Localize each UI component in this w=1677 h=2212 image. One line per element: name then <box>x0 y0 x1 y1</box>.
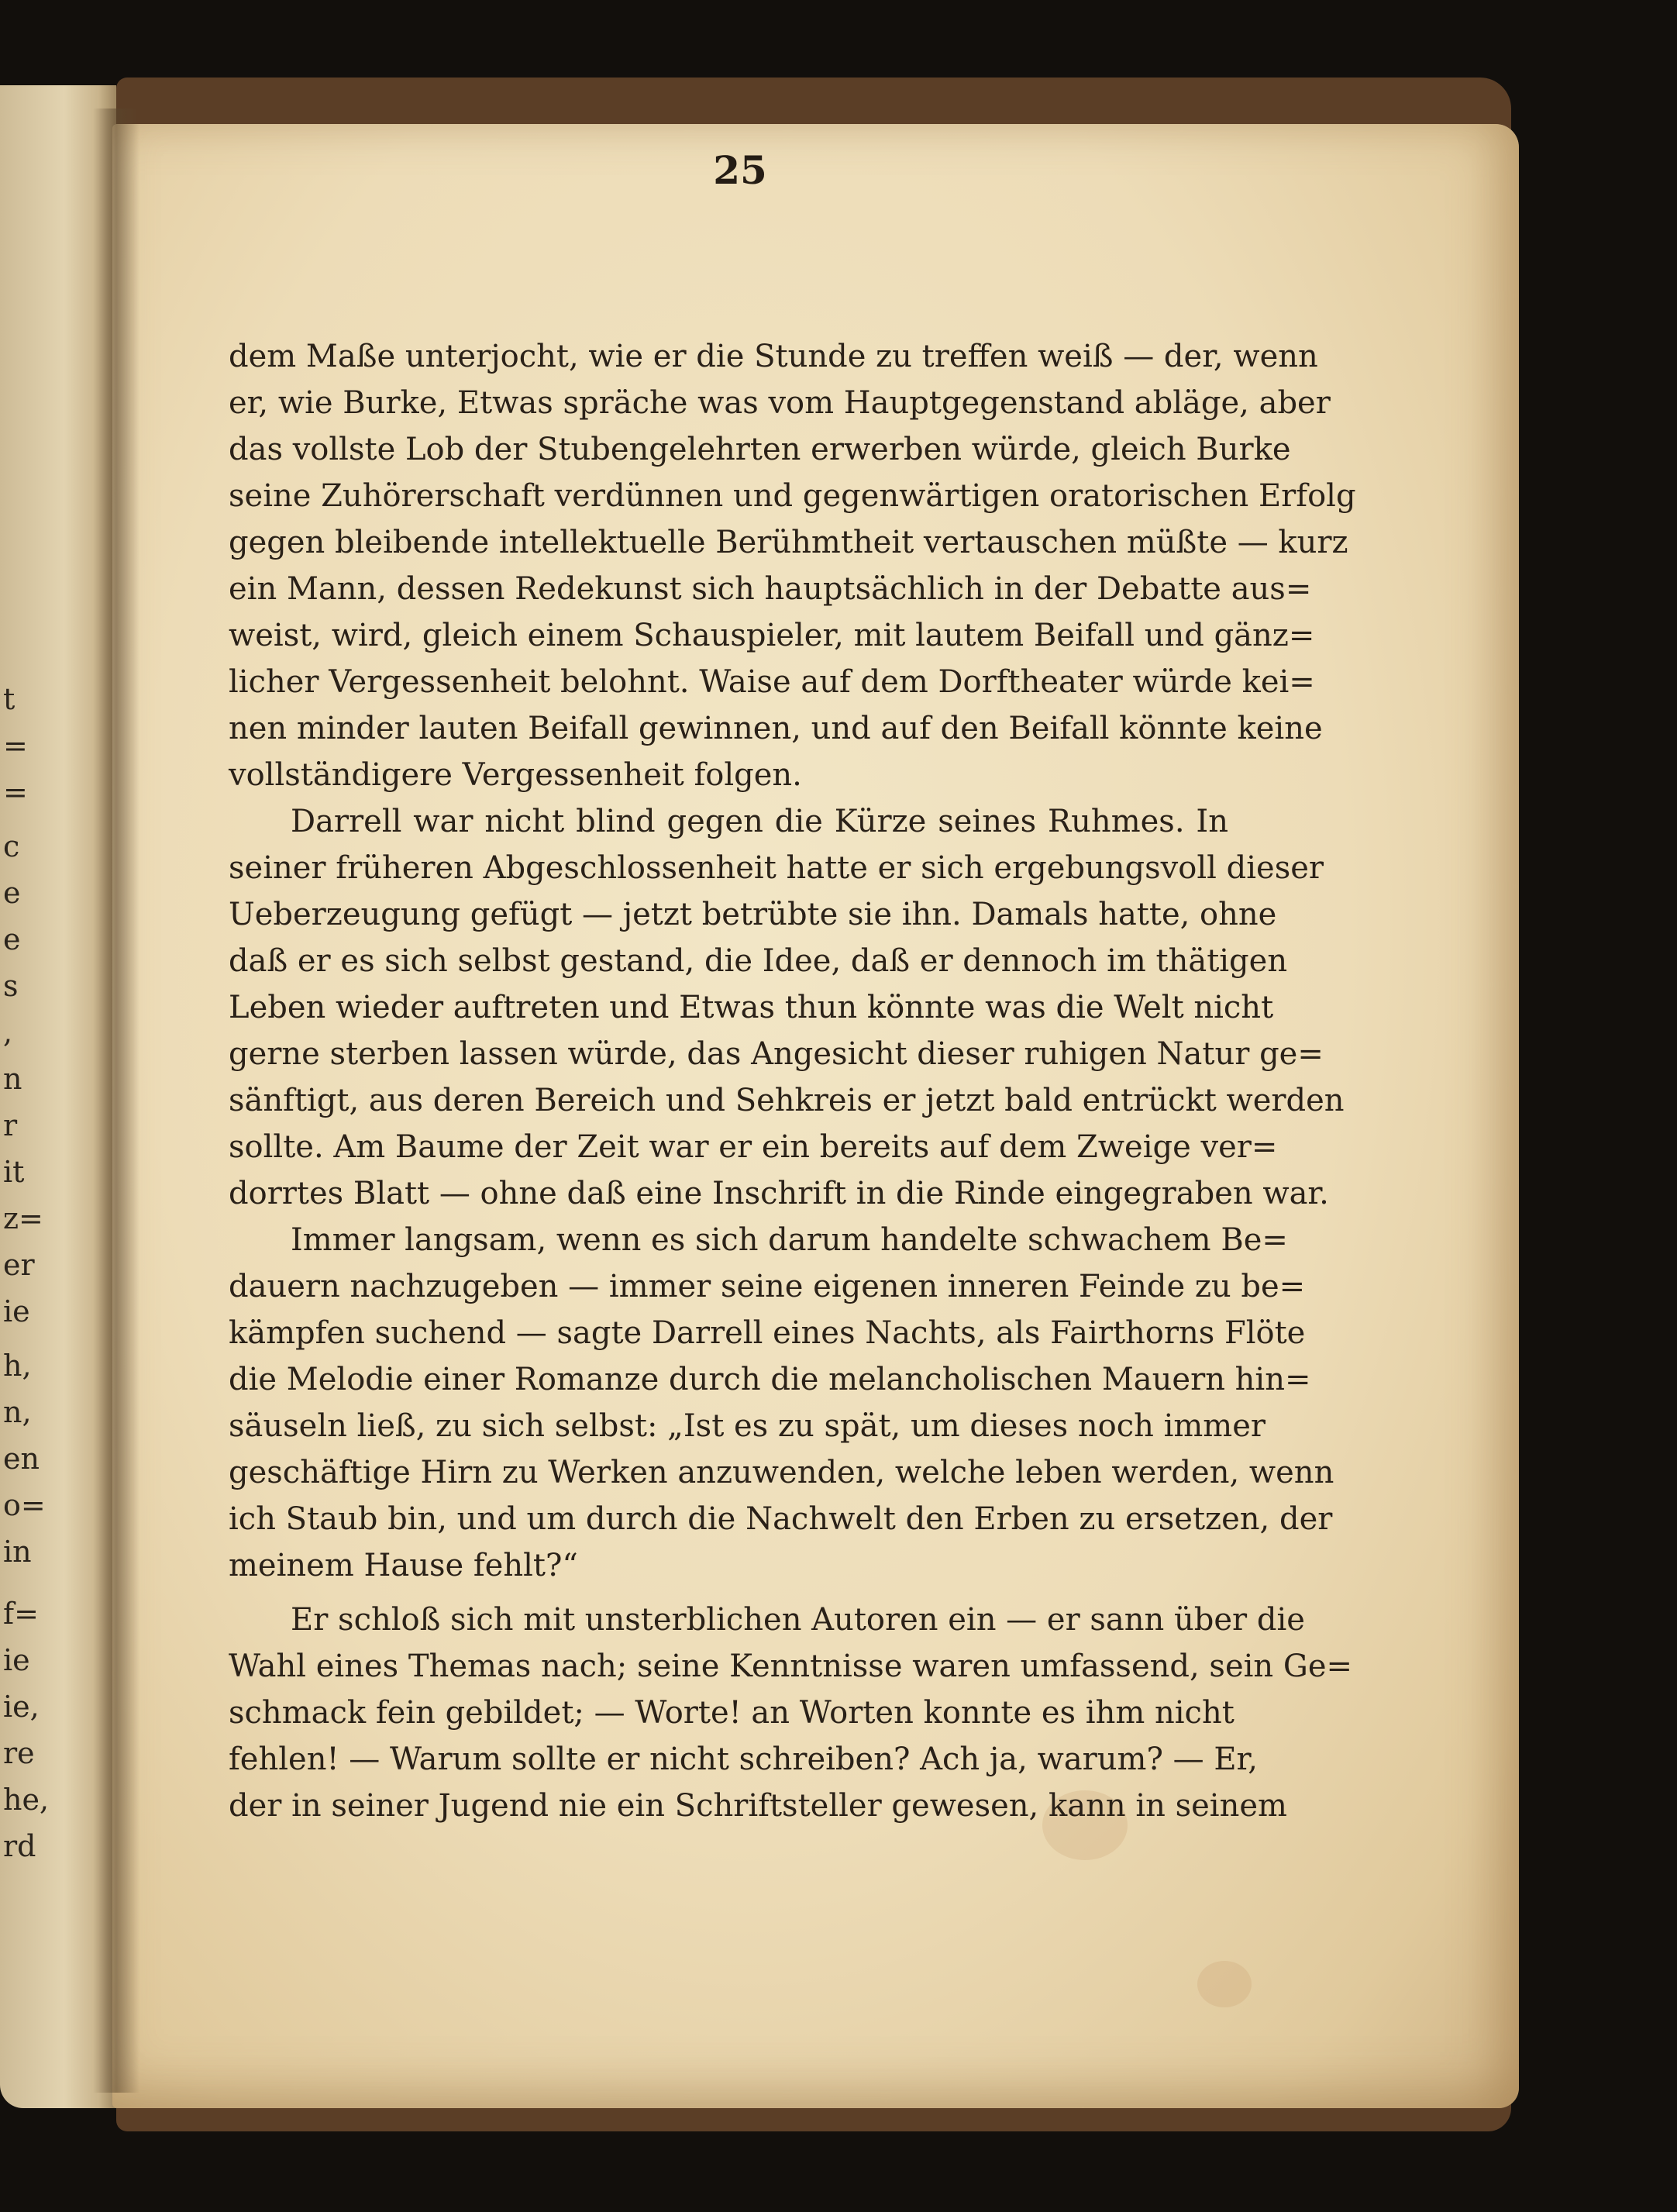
text-line: Ueberzeugung gefügt — jetzt betrübte sie ihn. Damals hatte, ohne <box>229 897 1277 932</box>
fragment: ie <box>3 1643 30 1677</box>
paper-stain <box>1197 1961 1252 2007</box>
fragment: f= <box>3 1597 39 1631</box>
fragment: t <box>3 682 15 716</box>
text-line: das vollste Lob der Stubengelehrten erwerben würde, gleich Burke <box>229 432 1291 467</box>
text-line: schmack fein gebildet; — Worte! an Worten konnte es ihm nicht <box>229 1695 1235 1731</box>
fragment: s <box>3 969 19 1003</box>
text-line: daß er es sich selbst gestand, die Idee, daß er dennoch im thätigen <box>229 943 1288 979</box>
fragment: er <box>3 1248 35 1282</box>
text-line: ein Mann, dessen Redekunst sich hauptsächlich in der Debatte aus= <box>229 571 1312 607</box>
text-line: geschäftige Hirn zu Werken anzuwenden, welche leben werden, wenn <box>229 1455 1334 1490</box>
text-line: seine Zuhörerschaft verdünnen und gegenwärtigen oratorischen Erfolg <box>229 478 1356 514</box>
text-line: nen minder lauten Beifall gewinnen, und auf den Beifall könnte keine <box>229 711 1323 746</box>
text-line: fehlen! — Warum sollte er nicht schreiben? Ach ja, warum? — Er, <box>229 1742 1258 1777</box>
fragment: e <box>3 922 21 956</box>
fragment: = <box>3 775 28 809</box>
text-line: Wahl eines Themas nach; seine Kenntnisse waren umfassend, sein Ge= <box>229 1649 1353 1684</box>
fragment: it <box>3 1155 25 1189</box>
fragment: re <box>3 1736 35 1770</box>
text-line: sollte. Am Baume der Zeit war er ein bereits auf dem Zweige ver= <box>229 1129 1278 1165</box>
text-line: licher Vergessenheit belohnt. Waise auf dem Dorftheater würde kei= <box>229 664 1315 700</box>
text-line: der in seiner Jugend nie ein Schriftsteller gewesen, kann in seinem <box>229 1788 1287 1824</box>
text-line: sänftigt, aus deren Bereich und Sehkreis er jetzt bald entrückt werden <box>229 1083 1345 1118</box>
text-line: weist, wird, gleich einem Schauspieler, mit lautem Beifall und gänz= <box>229 618 1315 653</box>
book-gutter-shadow <box>93 109 139 2093</box>
fragment: he, <box>3 1783 50 1817</box>
fragment: , <box>3 1015 13 1049</box>
fragment: h, <box>3 1349 32 1383</box>
fragment: r <box>3 1108 18 1142</box>
text-line: Immer langsam, wenn es sich darum handelte schwachem Be= <box>291 1222 1288 1258</box>
text-line: er, wie Burke, Etwas spräche was vom Hauptgegenstand abläge, aber <box>229 385 1331 421</box>
fragment: en <box>3 1442 40 1476</box>
text-line: dorrtes Blatt — ohne daß eine Inschrift in die Rinde eingegraben war. <box>229 1176 1329 1211</box>
text-line: Leben wieder auftreten und Etwas thun könnte was die Welt nicht <box>229 990 1274 1025</box>
text-line: ich Staub bin, und um durch die Nachwelt den Erben zu ersetzen, der <box>229 1501 1333 1537</box>
fragment: ie <box>3 1294 30 1328</box>
fragment: rd <box>3 1829 36 1863</box>
text-line: Darrell war nicht blind gegen die Kürze seines Ruhmes. In <box>291 804 1228 839</box>
text-line: säuseln ließ, zu sich selbst: „Ist es zu spät, um dieses noch immer <box>229 1408 1266 1444</box>
text-line: kämpfen suchend — sagte Darrell eines Nachts, als Fairthorns Flöte <box>229 1315 1306 1351</box>
text-line: meinem Hause fehlt?“ <box>229 1548 578 1583</box>
fragment: in <box>3 1535 32 1569</box>
fragment: e <box>3 876 21 910</box>
fragment: c <box>3 829 20 863</box>
text-line: die Melodie einer Romanze durch die melancholischen Mauern hin= <box>229 1362 1311 1397</box>
text-line: dem Maße unterjocht, wie er die Stunde zu treffen weiß — der, wenn <box>229 339 1318 374</box>
fragment: n <box>3 1062 22 1096</box>
fragment: ie, <box>3 1690 40 1724</box>
text-line: dauern nachzugeben — immer seine eigenen inneren Feinde zu be= <box>229 1269 1306 1304</box>
text-line: Er schloß sich mit unsterblichen Autoren ein — er sann über die <box>291 1602 1305 1638</box>
fragment: z= <box>3 1201 43 1235</box>
text-line: vollständigere Vergessenheit folgen. <box>229 757 802 793</box>
fragment: o= <box>3 1488 46 1522</box>
text-line: gegen bleibende intellektuelle Berühmtheit vertauschen müßte — kurz <box>229 525 1348 560</box>
fragment: n, <box>3 1395 32 1429</box>
text-line: seiner früheren Abgeschlossenheit hatte er sich ergebungsvoll dieser <box>229 850 1324 886</box>
page-number: 25 <box>713 147 767 193</box>
fragment: = <box>3 729 28 763</box>
text-line: gerne sterben lassen würde, das Angesicht dieser ruhigen Natur ge= <box>229 1036 1324 1072</box>
